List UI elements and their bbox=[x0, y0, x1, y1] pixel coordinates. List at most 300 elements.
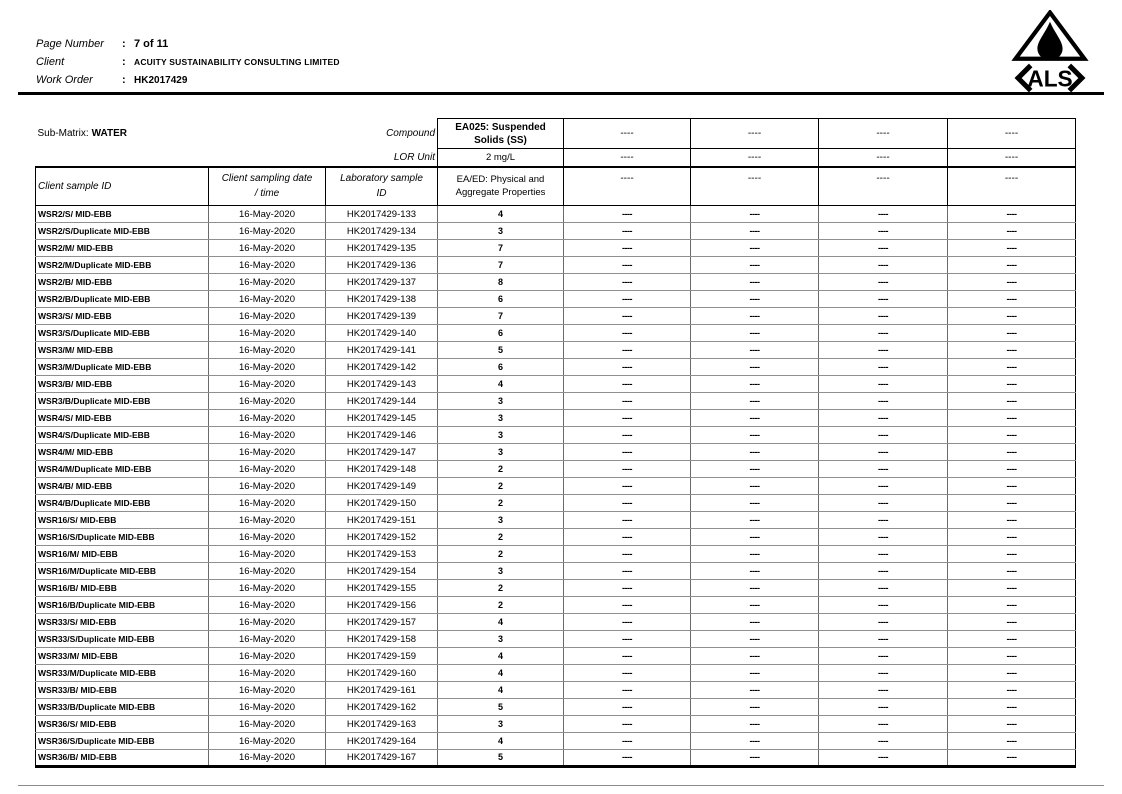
result-value: 6 bbox=[438, 291, 564, 308]
result-dash: ---- bbox=[819, 495, 948, 512]
result-dash: ---- bbox=[819, 682, 948, 699]
empty-lor-cell: ---- bbox=[564, 149, 691, 167]
client-sampling-date: 16-May-2020 bbox=[209, 393, 326, 410]
sample-row bbox=[36, 274, 1076, 291]
col-lab-sample-id-line1: Laboratory sample bbox=[340, 173, 423, 185]
client-sample-id: WSR33/M/Duplicate MID-EBB bbox=[36, 665, 209, 682]
result-value: 3 bbox=[438, 444, 564, 461]
result-dash: ---- bbox=[819, 240, 948, 257]
sample-row bbox=[36, 325, 1076, 342]
lor-value: 2 mg/L bbox=[438, 149, 564, 167]
client-sample-id: WSR4/M/Duplicate MID-EBB bbox=[36, 461, 209, 478]
separator: : bbox=[122, 74, 126, 86]
result-dash: ---- bbox=[564, 410, 691, 427]
client-sampling-date: 16-May-2020 bbox=[209, 529, 326, 546]
laboratory-sample-id: HK2017429-162 bbox=[326, 699, 438, 716]
client-sample-id: WSR33/B/Duplicate MID-EBB bbox=[36, 699, 209, 716]
result-dash: ---- bbox=[691, 240, 819, 257]
sample-row bbox=[36, 529, 1076, 546]
client-sampling-date: 16-May-2020 bbox=[209, 495, 326, 512]
result-dash: ---- bbox=[819, 614, 948, 631]
laboratory-sample-id: HK2017429-138 bbox=[326, 291, 438, 308]
result-dash: ---- bbox=[948, 444, 1076, 461]
report-header bbox=[36, 38, 340, 92]
result-dash: ---- bbox=[948, 410, 1076, 427]
result-value: 7 bbox=[438, 308, 564, 325]
laboratory-sample-id: HK2017429-133 bbox=[326, 206, 438, 223]
result-dash: ---- bbox=[564, 223, 691, 240]
client-value: ACUITY SUSTAINABILITY CONSULTING LIMITED bbox=[134, 57, 340, 67]
result-dash: ---- bbox=[819, 325, 948, 342]
client-sample-id: WSR4/M/ MID-EBB bbox=[36, 444, 209, 461]
client-sample-id: WSR3/S/Duplicate MID-EBB bbox=[36, 325, 209, 342]
result-dash: ---- bbox=[564, 597, 691, 614]
client-sampling-date: 16-May-2020 bbox=[209, 563, 326, 580]
client-sampling-date: 16-May-2020 bbox=[209, 427, 326, 444]
client-sampling-date: 16-May-2020 bbox=[209, 631, 326, 648]
laboratory-sample-id: HK2017429-134 bbox=[326, 223, 438, 240]
result-dash: ---- bbox=[948, 648, 1076, 665]
result-dash: ---- bbox=[691, 308, 819, 325]
laboratory-sample-id: HK2017429-151 bbox=[326, 512, 438, 529]
result-dash: ---- bbox=[819, 699, 948, 716]
result-value: 2 bbox=[438, 461, 564, 478]
client-sampling-date: 16-May-2020 bbox=[209, 291, 326, 308]
empty-lor-cell: ---- bbox=[819, 149, 948, 167]
result-dash: ---- bbox=[564, 427, 691, 444]
result-dash: ---- bbox=[948, 682, 1076, 699]
result-dash: ---- bbox=[691, 223, 819, 240]
result-dash: ---- bbox=[948, 665, 1076, 682]
result-dash: ---- bbox=[564, 546, 691, 563]
laboratory-sample-id: HK2017429-146 bbox=[326, 427, 438, 444]
result-dash: ---- bbox=[564, 240, 691, 257]
sample-row bbox=[36, 716, 1076, 733]
sample-row bbox=[36, 495, 1076, 512]
result-value: 3 bbox=[438, 393, 564, 410]
result-dash: ---- bbox=[948, 257, 1076, 274]
client-sample-id: WSR4/S/ MID-EBB bbox=[36, 410, 209, 427]
result-value: 2 bbox=[438, 597, 564, 614]
laboratory-sample-id: HK2017429-167 bbox=[326, 750, 438, 767]
result-dash: ---- bbox=[948, 512, 1076, 529]
client-sample-id: WSR16/B/Duplicate MID-EBB bbox=[36, 597, 209, 614]
laboratory-sample-id: HK2017429-160 bbox=[326, 665, 438, 682]
sample-row bbox=[36, 427, 1076, 444]
analyte-line2: Solids (SS) bbox=[474, 134, 527, 146]
client-sample-id: WSR3/S/ MID-EBB bbox=[36, 308, 209, 325]
result-value: 4 bbox=[438, 682, 564, 699]
client-sampling-date: 16-May-2020 bbox=[209, 325, 326, 342]
result-dash: ---- bbox=[564, 444, 691, 461]
result-value: 7 bbox=[438, 257, 564, 274]
client-sampling-date: 16-May-2020 bbox=[209, 682, 326, 699]
result-dash: ---- bbox=[691, 733, 819, 750]
result-value: 4 bbox=[438, 648, 564, 665]
sample-row bbox=[36, 648, 1076, 665]
result-dash: ---- bbox=[691, 478, 819, 495]
result-dash: ---- bbox=[819, 631, 948, 648]
result-dash: ---- bbox=[948, 223, 1076, 240]
result-dash: ---- bbox=[564, 291, 691, 308]
result-dash: ---- bbox=[564, 461, 691, 478]
result-dash: ---- bbox=[564, 699, 691, 716]
sub-matrix bbox=[36, 119, 326, 149]
sub-matrix-value: WATER bbox=[91, 128, 127, 139]
result-dash: ---- bbox=[948, 478, 1076, 495]
result-dash: ---- bbox=[819, 274, 948, 291]
result-dash: ---- bbox=[948, 240, 1076, 257]
result-value: 2 bbox=[438, 546, 564, 563]
result-dash: ---- bbox=[948, 495, 1076, 512]
result-dash: ---- bbox=[564, 257, 691, 274]
result-dash: ---- bbox=[691, 682, 819, 699]
result-dash: ---- bbox=[691, 461, 819, 478]
result-dash: ---- bbox=[819, 291, 948, 308]
sample-row bbox=[36, 410, 1076, 427]
sample-row bbox=[36, 240, 1076, 257]
laboratory-sample-id: HK2017429-152 bbox=[326, 529, 438, 546]
result-dash: ---- bbox=[819, 478, 948, 495]
laboratory-sample-id: HK2017429-142 bbox=[326, 359, 438, 376]
result-dash: ---- bbox=[564, 274, 691, 291]
als-logo-text: ALS bbox=[1027, 65, 1073, 92]
client-sample-id: WSR2/B/ MID-EBB bbox=[36, 274, 209, 291]
result-dash: ---- bbox=[691, 495, 819, 512]
result-dash: ---- bbox=[948, 580, 1076, 597]
laboratory-sample-id: HK2017429-164 bbox=[326, 733, 438, 750]
laboratory-sample-id: HK2017429-136 bbox=[326, 257, 438, 274]
result-dash: ---- bbox=[819, 529, 948, 546]
client-sample-id: WSR4/B/ MID-EBB bbox=[36, 478, 209, 495]
empty-analyte-cell: ---- bbox=[948, 119, 1076, 149]
result-dash: ---- bbox=[564, 631, 691, 648]
laboratory-sample-id: HK2017429-159 bbox=[326, 648, 438, 665]
als-logo bbox=[1004, 10, 1096, 94]
laboratory-sample-id: HK2017429-150 bbox=[326, 495, 438, 512]
laboratory-sample-id: HK2017429-158 bbox=[326, 631, 438, 648]
result-dash: ---- bbox=[819, 223, 948, 240]
result-dash: ---- bbox=[948, 308, 1076, 325]
sample-row bbox=[36, 444, 1076, 461]
client-label: Client bbox=[36, 56, 65, 68]
result-value: 6 bbox=[438, 325, 564, 342]
result-dash: ---- bbox=[691, 546, 819, 563]
separator: : bbox=[122, 56, 126, 68]
result-dash: ---- bbox=[819, 206, 948, 223]
client-sample-id: WSR3/B/Duplicate MID-EBB bbox=[36, 393, 209, 410]
col-client-sample-id: Client sample ID bbox=[36, 167, 209, 206]
result-dash: ---- bbox=[564, 478, 691, 495]
result-dash: ---- bbox=[948, 206, 1076, 223]
sample-row bbox=[36, 393, 1076, 410]
result-value: 2 bbox=[438, 495, 564, 512]
result-dash: ---- bbox=[819, 393, 948, 410]
result-dash: ---- bbox=[564, 359, 691, 376]
result-dash: ---- bbox=[948, 733, 1076, 750]
client-sample-id: WSR2/B/Duplicate MID-EBB bbox=[36, 291, 209, 308]
result-value: 6 bbox=[438, 359, 564, 376]
result-dash: ---- bbox=[564, 393, 691, 410]
page-number-value: 7 of 11 bbox=[134, 38, 169, 50]
client-sampling-date: 16-May-2020 bbox=[209, 308, 326, 325]
result-dash: ---- bbox=[819, 665, 948, 682]
result-dash: ---- bbox=[819, 427, 948, 444]
sample-row bbox=[36, 206, 1076, 223]
result-dash: ---- bbox=[948, 274, 1076, 291]
work-order-value: HK2017429 bbox=[134, 75, 188, 86]
client-sampling-date: 16-May-2020 bbox=[209, 478, 326, 495]
result-value: 8 bbox=[438, 274, 564, 291]
client-sample-id: WSR36/S/Duplicate MID-EBB bbox=[36, 733, 209, 750]
empty-lor-cell: ---- bbox=[948, 149, 1076, 167]
column-header-row bbox=[36, 167, 1076, 206]
result-dash: ---- bbox=[819, 444, 948, 461]
result-value: 2 bbox=[438, 529, 564, 546]
client-sample-id: WSR2/M/ MID-EBB bbox=[36, 240, 209, 257]
result-dash: ---- bbox=[948, 359, 1076, 376]
sample-row bbox=[36, 733, 1076, 750]
work-order-row bbox=[36, 74, 340, 92]
sub-matrix-label: Sub-Matrix: bbox=[37, 128, 89, 139]
result-dash: ---- bbox=[691, 444, 819, 461]
laboratory-sample-id: HK2017429-141 bbox=[326, 342, 438, 359]
sample-row bbox=[36, 512, 1076, 529]
result-dash: ---- bbox=[564, 376, 691, 393]
result-value: 3 bbox=[438, 223, 564, 240]
client-sampling-date: 16-May-2020 bbox=[209, 733, 326, 750]
result-value: 4 bbox=[438, 206, 564, 223]
result-dash: ---- bbox=[691, 376, 819, 393]
client-sample-id: WSR36/B/ MID-EBB bbox=[36, 750, 209, 767]
result-dash: ---- bbox=[691, 206, 819, 223]
client-sampling-date: 16-May-2020 bbox=[209, 546, 326, 563]
client-sample-id: WSR2/S/Duplicate MID-EBB bbox=[36, 223, 209, 240]
sample-rows bbox=[36, 206, 1076, 767]
result-dash: ---- bbox=[691, 359, 819, 376]
sample-row bbox=[36, 699, 1076, 716]
client-sampling-date: 16-May-2020 bbox=[209, 648, 326, 665]
result-dash: ---- bbox=[948, 716, 1076, 733]
result-dash: ---- bbox=[564, 682, 691, 699]
result-dash: ---- bbox=[691, 716, 819, 733]
result-dash: ---- bbox=[948, 291, 1076, 308]
client-sampling-date: 16-May-2020 bbox=[209, 359, 326, 376]
analyte-header-cell bbox=[438, 119, 564, 149]
result-dash: ---- bbox=[948, 427, 1076, 444]
client-sampling-date: 16-May-2020 bbox=[209, 206, 326, 223]
sample-row bbox=[36, 631, 1076, 648]
result-dash: ---- bbox=[948, 376, 1076, 393]
result-dash: ---- bbox=[564, 580, 691, 597]
lor-unit-row bbox=[36, 149, 1076, 167]
client-sample-id: WSR4/S/Duplicate MID-EBB bbox=[36, 427, 209, 444]
client-sampling-date: 16-May-2020 bbox=[209, 223, 326, 240]
result-dash: ---- bbox=[819, 461, 948, 478]
col-lab-sample-id-line2: ID bbox=[376, 188, 387, 200]
result-dash: ---- bbox=[691, 325, 819, 342]
sample-row bbox=[36, 597, 1076, 614]
col-sampling-date bbox=[209, 167, 326, 206]
client-sampling-date: 16-May-2020 bbox=[209, 665, 326, 682]
result-dash: ---- bbox=[819, 512, 948, 529]
empty-method-cell: ---- bbox=[819, 167, 948, 206]
client-sampling-date: 16-May-2020 bbox=[209, 580, 326, 597]
result-value: 3 bbox=[438, 410, 564, 427]
laboratory-sample-id: HK2017429-149 bbox=[326, 478, 438, 495]
result-dash: ---- bbox=[948, 563, 1076, 580]
client-sample-id: WSR16/S/Duplicate MID-EBB bbox=[36, 529, 209, 546]
result-value: 3 bbox=[438, 716, 564, 733]
laboratory-sample-id: HK2017429-145 bbox=[326, 410, 438, 427]
sample-row bbox=[36, 342, 1076, 359]
result-dash: ---- bbox=[691, 257, 819, 274]
result-dash: ---- bbox=[564, 512, 691, 529]
client-sampling-date: 16-May-2020 bbox=[209, 274, 326, 291]
laboratory-sample-id: HK2017429-154 bbox=[326, 563, 438, 580]
col-sampling-date-line2: / time bbox=[254, 188, 280, 200]
result-dash: ---- bbox=[691, 614, 819, 631]
empty-method-cell: ---- bbox=[691, 167, 819, 206]
result-dash: ---- bbox=[691, 563, 819, 580]
client-sample-id: WSR33/S/Duplicate MID-EBB bbox=[36, 631, 209, 648]
result-dash: ---- bbox=[691, 580, 819, 597]
sample-row bbox=[36, 580, 1076, 597]
result-dash: ---- bbox=[564, 325, 691, 342]
empty-method-cell: ---- bbox=[948, 167, 1076, 206]
client-sample-id: WSR16/M/ MID-EBB bbox=[36, 546, 209, 563]
client-sample-id: WSR3/M/ MID-EBB bbox=[36, 342, 209, 359]
result-value: 4 bbox=[438, 614, 564, 631]
result-dash: ---- bbox=[691, 648, 819, 665]
result-value: 7 bbox=[438, 240, 564, 257]
client-sample-id: WSR3/B/ MID-EBB bbox=[36, 376, 209, 393]
result-dash: ---- bbox=[948, 393, 1076, 410]
empty-analyte-cell: ---- bbox=[691, 119, 819, 149]
result-value: 4 bbox=[438, 665, 564, 682]
client-row bbox=[36, 56, 340, 74]
result-dash: ---- bbox=[564, 733, 691, 750]
result-dash: ---- bbox=[691, 410, 819, 427]
client-sampling-date: 16-May-2020 bbox=[209, 342, 326, 359]
result-dash: ---- bbox=[691, 529, 819, 546]
laboratory-sample-id: HK2017429-143 bbox=[326, 376, 438, 393]
client-sample-id: WSR33/M/ MID-EBB bbox=[36, 648, 209, 665]
client-sampling-date: 16-May-2020 bbox=[209, 240, 326, 257]
laboratory-sample-id: HK2017429-140 bbox=[326, 325, 438, 342]
result-dash: ---- bbox=[948, 750, 1076, 767]
result-value: 5 bbox=[438, 342, 564, 359]
client-sample-id: WSR2/S/ MID-EBB bbox=[36, 206, 209, 223]
client-sampling-date: 16-May-2020 bbox=[209, 597, 326, 614]
result-dash: ---- bbox=[948, 631, 1076, 648]
result-dash: ---- bbox=[948, 342, 1076, 359]
laboratory-sample-id: HK2017429-139 bbox=[326, 308, 438, 325]
client-sampling-date: 16-May-2020 bbox=[209, 699, 326, 716]
compound-label: Compound bbox=[386, 128, 435, 139]
client-sampling-date: 16-May-2020 bbox=[209, 376, 326, 393]
sample-row bbox=[36, 478, 1076, 495]
sample-row bbox=[36, 257, 1076, 274]
result-dash: ---- bbox=[819, 308, 948, 325]
result-value: 3 bbox=[438, 512, 564, 529]
result-value: 4 bbox=[438, 376, 564, 393]
laboratory-sample-id: HK2017429-163 bbox=[326, 716, 438, 733]
footer-rule bbox=[18, 785, 1104, 786]
result-dash: ---- bbox=[948, 597, 1076, 614]
sample-row bbox=[36, 359, 1076, 376]
result-dash: ---- bbox=[564, 648, 691, 665]
result-dash: ---- bbox=[819, 359, 948, 376]
result-dash: ---- bbox=[564, 308, 691, 325]
client-sampling-date: 16-May-2020 bbox=[209, 257, 326, 274]
client-sampling-date: 16-May-2020 bbox=[209, 750, 326, 767]
result-dash: ---- bbox=[819, 376, 948, 393]
result-dash: ---- bbox=[948, 546, 1076, 563]
laboratory-sample-id: HK2017429-161 bbox=[326, 682, 438, 699]
col-sampling-date-line1: Client sampling date bbox=[221, 173, 313, 185]
sample-row bbox=[36, 546, 1076, 563]
lor-unit-label: LOR Unit bbox=[393, 151, 435, 163]
empty-method-cell: ---- bbox=[564, 167, 691, 206]
result-dash: ---- bbox=[819, 546, 948, 563]
method-line2: Aggregate Properties bbox=[455, 187, 546, 199]
result-dash: ---- bbox=[948, 614, 1076, 631]
result-value: 5 bbox=[438, 750, 564, 767]
result-value: 3 bbox=[438, 631, 564, 648]
result-dash: ---- bbox=[691, 427, 819, 444]
result-value: 3 bbox=[438, 427, 564, 444]
result-dash: ---- bbox=[691, 665, 819, 682]
laboratory-sample-id: HK2017429-148 bbox=[326, 461, 438, 478]
page-number-label: Page Number bbox=[36, 38, 104, 50]
result-value: 5 bbox=[438, 699, 564, 716]
empty-analyte-cell: ---- bbox=[564, 119, 691, 149]
result-value: 2 bbox=[438, 580, 564, 597]
result-dash: ---- bbox=[819, 342, 948, 359]
result-dash: ---- bbox=[564, 716, 691, 733]
result-dash: ---- bbox=[691, 342, 819, 359]
result-dash: ---- bbox=[564, 495, 691, 512]
result-dash: ---- bbox=[564, 563, 691, 580]
result-dash: ---- bbox=[819, 410, 948, 427]
result-dash: ---- bbox=[691, 393, 819, 410]
result-value: 4 bbox=[438, 733, 564, 750]
result-dash: ---- bbox=[819, 597, 948, 614]
laboratory-sample-id: HK2017429-147 bbox=[326, 444, 438, 461]
result-dash: ---- bbox=[564, 529, 691, 546]
empty-lor-cell: ---- bbox=[691, 149, 819, 167]
sample-row bbox=[36, 665, 1076, 682]
client-sampling-date: 16-May-2020 bbox=[209, 461, 326, 478]
result-dash: ---- bbox=[819, 750, 948, 767]
sample-row bbox=[36, 308, 1076, 325]
sample-row bbox=[36, 563, 1076, 580]
result-dash: ---- bbox=[691, 750, 819, 767]
client-sampling-date: 16-May-2020 bbox=[209, 716, 326, 733]
separator: : bbox=[122, 38, 126, 50]
work-order-label: Work Order bbox=[36, 74, 93, 86]
laboratory-sample-id: HK2017429-153 bbox=[326, 546, 438, 563]
col-lab-sample-id bbox=[326, 167, 438, 206]
als-triangle-droplet-icon bbox=[1004, 10, 1096, 94]
result-dash: ---- bbox=[691, 274, 819, 291]
client-sample-id: WSR3/M/Duplicate MID-EBB bbox=[36, 359, 209, 376]
laboratory-sample-id: HK2017429-135 bbox=[326, 240, 438, 257]
client-sample-id: WSR2/M/Duplicate MID-EBB bbox=[36, 257, 209, 274]
results-table bbox=[35, 118, 1076, 768]
compound-row bbox=[36, 119, 1076, 149]
